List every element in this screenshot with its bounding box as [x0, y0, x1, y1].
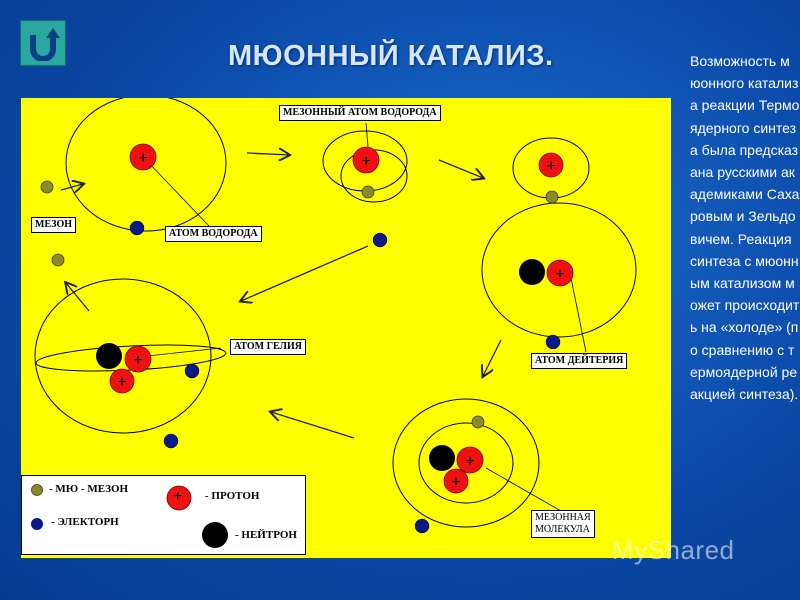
plus-sign: +	[546, 158, 556, 175]
muon-catalysis-diagram	[21, 98, 671, 558]
label-helium-atom: АТОМ ГЕЛИЯ	[230, 339, 306, 355]
plus-sign: +	[361, 153, 371, 170]
arrow-deuterium-to-helium	[241, 246, 368, 301]
legend-electron-symbol	[31, 518, 43, 530]
slide-title: МЮОННЫЙ КАТАЛИЗ.	[228, 40, 554, 72]
label-meson: МЕЗОН	[31, 217, 76, 233]
muon-1	[41, 181, 53, 193]
legend-neutron-symbol	[202, 522, 228, 548]
label-mesonic-molecule	[531, 510, 595, 538]
muon-2	[52, 254, 64, 266]
leader-molecule	[486, 468, 561, 511]
label-hydrogen-atom: АТОМ ВОДОРОДА	[165, 226, 262, 242]
label-deuterium-atom: АТОМ ДЕЙТЕРИЯ	[531, 353, 627, 369]
arrow-to-small-muon	[439, 160, 483, 178]
electron-3	[546, 335, 560, 349]
plus-sign: +	[451, 474, 461, 491]
plus-sign: +	[133, 352, 143, 369]
plus-sign: +	[138, 150, 148, 167]
arrow-to-helium	[271, 412, 354, 438]
electron-6	[415, 519, 429, 533]
neutron-helium	[96, 343, 122, 369]
legend	[21, 475, 306, 555]
muon-5	[472, 416, 484, 428]
legend-muon-label: - МЮ - МЕЗОН	[49, 483, 129, 495]
arrow-to-mesonic-atom	[247, 153, 289, 155]
helium-orbit	[35, 279, 211, 433]
muon-3	[362, 186, 374, 198]
legend-electron-label: - ЭЛЕКТОРН	[51, 516, 119, 528]
mesonic-molecule-line2: МОЛЕКУЛА	[535, 524, 590, 535]
u-turn-arrow-icon	[25, 25, 61, 61]
leader-hydrogen	[146, 160, 209, 226]
legend-proton-label: - ПРОТОН	[205, 490, 260, 502]
leader-deuterium	[571, 278, 586, 352]
legend-neutron-label: - НЕЙТРОН	[235, 529, 297, 541]
electron-5	[164, 434, 178, 448]
mesonic-molecule-line1: МЕЗОННАЯ	[535, 512, 591, 523]
plus-sign: +	[117, 374, 127, 391]
legend-muon-symbol	[32, 485, 43, 496]
plus-sign: +	[465, 453, 475, 470]
electron-4	[185, 364, 199, 378]
label-mesonic-hydrogen-atom: МЕЗОННЫЙ АТОМ ВОДОРОДА	[279, 105, 441, 121]
back-button[interactable]	[20, 20, 66, 66]
neutron-molecule	[429, 445, 455, 471]
legend-proton-plus: +	[173, 488, 183, 505]
side-description: Возможность мюонного катализа реакции Термоядерного синтеза была предсказана русскими академиками Сахаровым и Зельдовичем. Реакция синтеза с мюонным катализом может происходить на «холоде» (по сравнению с термоядерной реакцией синтеза).	[690, 53, 800, 403]
electron-1	[130, 221, 144, 235]
arrow-to-molecule	[483, 340, 501, 376]
neutron-deuterium	[519, 259, 545, 285]
arrow-muon-release	[66, 283, 89, 311]
watermark: MyShared	[612, 535, 735, 565]
plus-sign: +	[555, 266, 565, 283]
muon-4	[546, 191, 558, 203]
electron-2	[373, 233, 387, 247]
